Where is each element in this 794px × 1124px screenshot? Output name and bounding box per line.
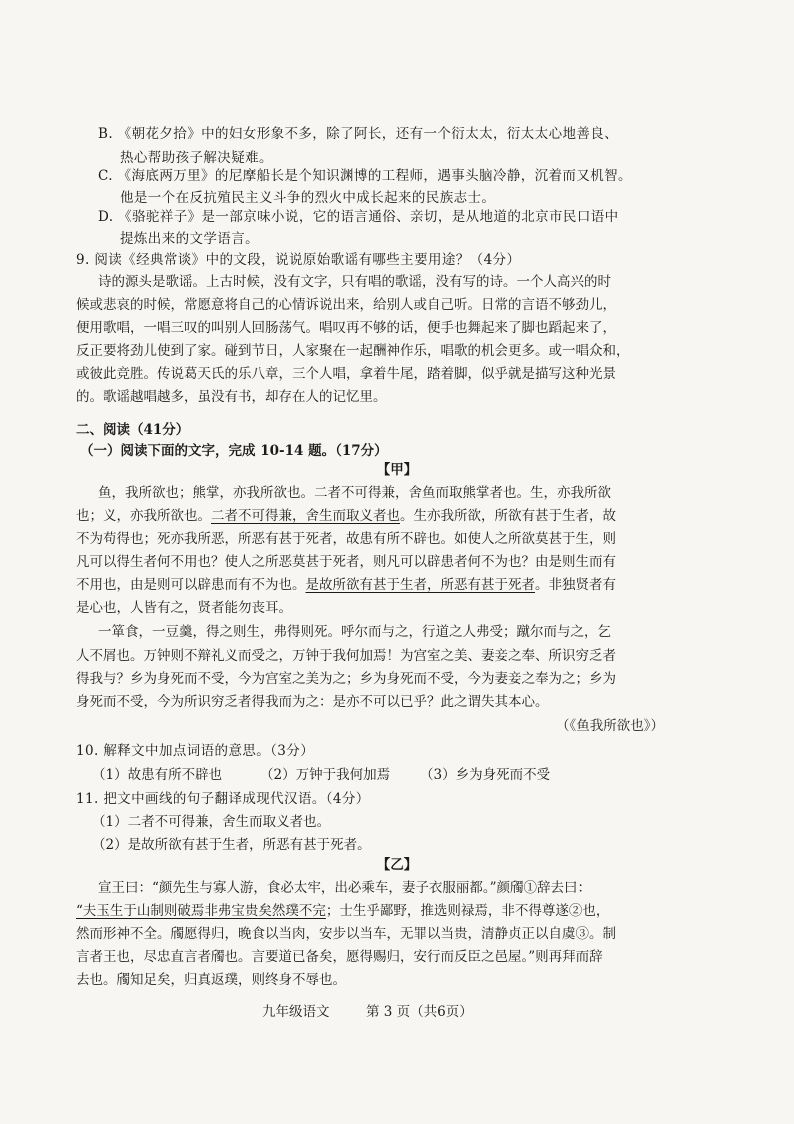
jia-heading: 【甲】 <box>376 462 418 478</box>
yi-heading: 【乙】 <box>376 857 418 873</box>
yi-line: “夫玉生于山制则破焉非弗宝贵矣然璞不完；士生乎鄙野，推选则禄焉，非不得尊遂②也， <box>76 903 610 919</box>
q11-item-2: （2）是故所欲有甚于生者，所恶有甚于死者。 <box>92 837 371 853</box>
jia-line: 一箪食，一豆羹，得之则生，弗得则死。呼尔而与之，行道之人弗受；蹴尔而与之，乞 <box>98 624 611 640</box>
jia-line: 不用也，由是则可以辟患而有不为也。是故所欲有甚于生者，所恶有甚于死者。非独贤者有 <box>76 577 616 593</box>
q10-question: 10. 解释文中加点词语的意思。（3分） <box>76 743 315 759</box>
q11-item-1: （1）二者不可得兼，舍生而取义者也。 <box>92 814 331 830</box>
yi-line: 言者王也，尽忠直言者斶也。言要道已备矣，愿得赐归，安行而反臣之邑屋。”则再拜而辞 <box>76 949 603 965</box>
q9-passage-line: 或彼此竞胜。传说葛天氏的乐八章，三个人唱，拿着牛尾，踏着脚，似乎就是描写这种光景 <box>76 366 616 382</box>
yi-underlined-sentence: “夫玉生于山制则破焉非弗宝贵矣然璞不完 <box>76 903 326 919</box>
jia-line: 不为苟得也；死亦我所恶，所恶有甚于死者，故患有所不辟也。如使人之所欲莫甚于生，则 <box>76 531 616 547</box>
option-c-line1: C. 《海底两万里》的尼摩船长是个知识渊博的工程师，遇事头脑冷静，沉着而又机智。 <box>98 168 632 184</box>
section2-title: 二、阅读（41分） <box>76 422 190 438</box>
q9-passage-line: 便用歌唱，一唱三叹的叫别人回肠荡气。唱叹再不够的话，便手也舞起来了脚也蹈起来了， <box>76 320 616 336</box>
jia-line: 凡可以得生者何不用也？使人之所恶莫甚于死者，则凡可以辟患者何不为也？由是则生而有 <box>76 554 616 570</box>
jia-underlined-sentence-2: 是故所欲有甚于生者，所恶有甚于死者 <box>305 577 535 593</box>
q11-question: 11. 把文中画线的句子翻译成现代汉语。（4分） <box>76 791 370 807</box>
option-d-line1: D. 《骆驼祥子》是一部京味小说，它的语言通俗、亲切，是从地道的北京市民口语中 <box>98 209 619 225</box>
q9-passage-line: 反正要将劲儿使到了家。碰到节日，人家聚在一起酬神作乐，唱歌的机会更多。或一唱众和， <box>76 343 630 359</box>
footer-subject: 九年级语文 <box>262 1004 330 1020</box>
jia-line: 鱼，我所欲也；熊掌，亦我所欲也。二者不可得兼，舍鱼而取熊掌者也。生，亦我所欲 <box>98 485 611 501</box>
jia-line: 得我与？乡为身死而不受，今为宫室之美为之；乡为身死而不受，今为妻妾之奉为之；乡为 <box>76 671 616 687</box>
jia-line: 是心也，人皆有之，贤者能勿丧耳。 <box>76 600 292 616</box>
yi-line: 然而形神不全。斶愿得归，晚食以当肉，安步以当车，无罪以当贵，清静贞正以自虞③。制 <box>76 926 616 942</box>
footer-page-number: 第 3 页（共6页） <box>366 1004 473 1020</box>
q9-passage-line: 诗的源头是歌谣。上古时候，没有文字，只有唱的歌谣，没有写的诗。一个人高兴的时 <box>98 274 611 290</box>
q9-question: 9. 阅读《经典常谈》中的文段，说说原始歌谣有哪些主要用途？（4分） <box>76 252 521 268</box>
yi-line: 宣王曰：“颜先生与寡人游，食必太牢，出必乘车，妻子衣服丽都。”颜斶①辞去曰： <box>98 880 592 896</box>
section2-sub1: （一）阅读下面的文字，完成 10-14 题。（17分） <box>80 443 388 459</box>
q9-passage-line: 候或悲哀的时候，常愿意将自己的心情诉说出来，给别人或自己听。日常的言语不够劲儿， <box>76 297 616 313</box>
option-d-line2: 提炼出来的文学语言。 <box>120 231 259 247</box>
jia-source: （《鱼我所欲也》） <box>556 718 664 734</box>
yi-line: 去也。斶知足矣，归真返璞，则终身不辱也。 <box>76 972 346 988</box>
jia-underlined-sentence-1: 二者不可得兼，舍生而取义者也 <box>211 508 400 524</box>
q10-item-2: （2）万钟于我何加焉 <box>260 767 391 783</box>
q10-item-1: （1）故患有所不辟也 <box>92 767 223 783</box>
option-b-line2: 热心帮助孩子解决疑难。 <box>120 150 273 166</box>
option-c-line2: 他是一个在反抗殖民主义斗争的烈火中成长起来的民族志士。 <box>120 190 496 206</box>
jia-line: 人不屑也。万钟则不辩礼义而受之，万钟于我何加焉！为宫室之美、妻妾之奉、所识穷乏者 <box>76 648 616 664</box>
jia-line: 身死而不受，今为所识穷乏者得我而为之：是亦不可以已乎？此之谓失其本心。 <box>76 694 549 710</box>
option-b-line1: B. 《朝花夕拾》中的妇女形象不多，除了阿长，还有一个衍太太，衍太太心地善良、 <box>98 126 619 142</box>
q10-item-3: （3）乡为身死而不受 <box>420 767 551 783</box>
jia-line: 也；义，亦我所欲也。二者不可得兼，舍生而取义者也。生亦我所欲，所欲有甚于生者，故 <box>76 508 616 524</box>
q9-passage-line: 的。歌谣越唱越多，虽没有书，却存在人的记忆里。 <box>76 389 387 405</box>
